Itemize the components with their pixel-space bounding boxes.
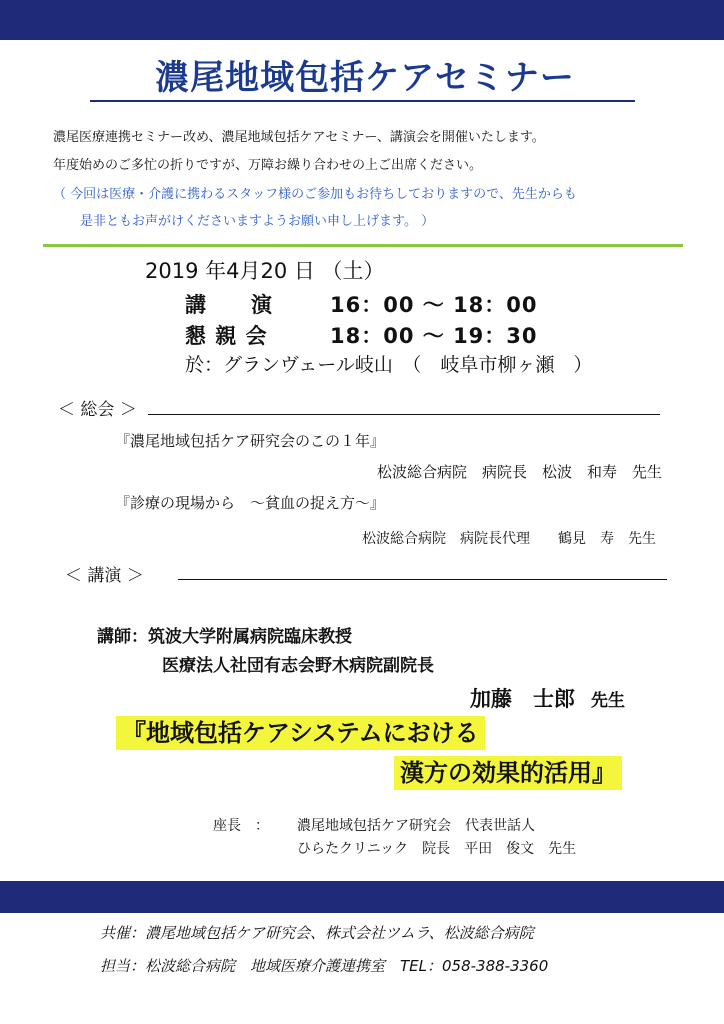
general-speaker-2: 松波総合病院 病院長代理 鶴見 寿 先生 — [362, 531, 656, 547]
party-label: 懇 親 会 — [185, 324, 268, 348]
lecture-title-line-2: 漢方の効果的活用』 — [394, 756, 622, 790]
chair-affiliation: 濃尾地域包括ケア研究会 代表世話人 — [297, 818, 535, 834]
party-time: 18：00 ～ 19：30 — [330, 324, 538, 348]
bottom-banner — [0, 881, 724, 913]
general-speaker-1: 松波総合病院 病院長 松波 和寿 先生 — [376, 463, 662, 481]
top-banner — [0, 0, 724, 40]
lecturer-affiliation-2: 医療法人社団有志会野木病院副院長 — [162, 656, 434, 676]
general-heading-rule — [148, 414, 660, 415]
intro-note-line-1: （ 今回は医療・介護に携わるスタッフ様のご参加もお待ちしておりますので、先生からも — [53, 187, 577, 202]
venue: 於：グランヴェール岐山 （ 岐阜市柳ヶ瀬 ） — [185, 354, 593, 376]
title-underline — [90, 100, 635, 102]
lecture-time: 16：00 ～ 18：00 — [330, 293, 538, 317]
lecture-heading-rule — [178, 579, 667, 580]
chair-label: 座長 ： — [213, 818, 269, 834]
lecturer-affiliation-1: 講師：筑波大学附属病院臨床教授 — [97, 627, 352, 647]
lecture-title-line-1: 『地域包括ケアシステムにおける — [116, 716, 485, 750]
intro-note-line-2: 是非ともお声がけくださいますようお願い申し上げます。 ） — [80, 214, 435, 229]
page-title: 濃尾地域包括ケアセミナー — [155, 58, 575, 98]
chair-name: ひらたクリニック 院長 平田 俊文 先生 — [297, 841, 577, 857]
section-divider — [43, 244, 683, 247]
general-topic-1: 『濃尾地域包括ケア研究会のこの１年』 — [115, 432, 386, 450]
lecture-heading: ＜ 講演 ＞ — [65, 566, 144, 586]
lecture-label: 講 演 — [185, 293, 273, 317]
intro-line-1: 濃尾医療連携セミナー改め、濃尾地域包括ケアセミナー、講演会を開催いたします。 — [53, 130, 545, 145]
general-topic-2: 『診療の現場から ～貧血の捉え方～』 — [115, 494, 386, 512]
lecturer-honorific: 先生 — [591, 691, 625, 711]
lecturer-name-line — [470, 683, 625, 713]
sponsors: 共催：濃尾地域包括ケア研究会、株式会社ツムラ、松波総合病院 — [100, 924, 534, 942]
contact: 担当：松波総合病院 地域医療介護連携室 TEL：058-388-3360 — [100, 957, 549, 975]
lecturer-name: 加藤 士郎 — [470, 687, 575, 711]
intro-line-2: 年度始めのご多忙の折りですが、万障お繰り合わせの上ご出席ください。 — [53, 158, 483, 173]
event-date: 2019 年4月20 日 （土） — [145, 259, 385, 283]
general-meeting-heading: ＜ 総会 ＞ — [58, 400, 137, 420]
